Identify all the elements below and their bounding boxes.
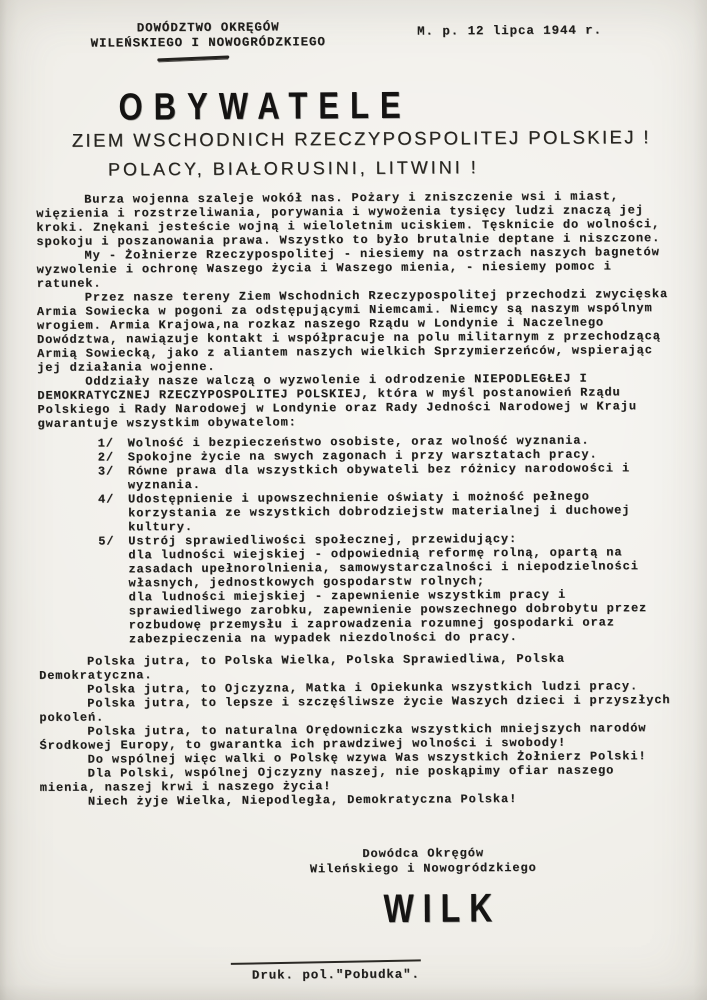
letterhead-org — [63, 20, 353, 52]
signature-title-line-2: Wileńskiego i Nowogródzkiego — [309, 860, 537, 876]
guarantee-item — [98, 489, 673, 535]
guarantee-text-lead: Ustrój sprawiedliwości społecznej, przewidujący: — [128, 532, 518, 549]
body-paragraph: Oddziały nasze walczą o wyzwolenie i odrodzenie NIEPODLEGŁEJ I DEMOKRATYCZNEJ RZECZYPOSPOLITEJ POLSKIEJ, która w myśl postanowień Rządu Polskiego i Rady Narodowej w Londynie oraz Rady Jedności Narodowej w Kraju gwarantuje wszystkim obywatelom: — [37, 371, 637, 431]
guarantee-item — [98, 461, 673, 493]
guarantee-text — [128, 531, 674, 646]
guarantee-number: 5/ — [98, 534, 115, 549]
guarantee-number: 4/ — [97, 492, 115, 507]
guarantee-number: 1/ — [97, 436, 114, 451]
org-underline-rule — [157, 55, 229, 61]
org-name-line-2: WILEŃSKIEGO I NOWOGRÓDZKIEGO — [90, 35, 326, 51]
headline-title: OBYWATELE — [118, 83, 412, 129]
body-column — [36, 189, 675, 809]
closing-paragraph: Do wspólnej więc walki o Polskę wzywa Was wszystkich Żołnierz Polski! — [87, 749, 647, 767]
closing-paragraph: Polska jutra, to Ojczyzna, Matka i Opiekunka wszystkich ludzi pracy. — [87, 679, 639, 697]
guarantee-number: 3/ — [97, 464, 115, 479]
guarantee-text: Wolność i bezpieczeństwo osobiste, oraz wolność wyznania. — [127, 433, 590, 451]
body-paragraph: Burza wojenna szaleje wokół nas. Pożary i zniszczenie wsi i miast, więzienia i rozstrzeliwania, porywania i wywożenia tysięcy ludzi znaczą jej kroki. Znękani jesteście wojną i wieloletnim uciskiem. Tęsknicie do wolności, spokoju i poszanowania prawa. Wszystko to było brutalnie deptane i niszczone. — [36, 189, 661, 249]
imprint-text: Druk. pol."Pobudka". — [251, 967, 420, 983]
closing-paragraph: Niech żyje Wielka, Niepodległa, Demokratyczna Polska! — [87, 792, 518, 809]
closing-paragraph: Polska jutra, to lepsze i szczęśliwsze życie Waszych dzieci i przyszłych pokoleń. — [39, 693, 671, 725]
guarantee-text: Udostępnienie i upowszechnienie oświaty i możność pełnego korzystania ze wszystkich dobrodziejstw materialnej i duchowej kultury. — [127, 489, 631, 535]
org-name-line-1: DOWÓDZTWO OKRĘGÓW — [136, 20, 280, 36]
guarantee-number: 2/ — [97, 450, 114, 465]
signature-name: WILK — [383, 885, 502, 931]
subtitle-line-1: ZIEM WSCHODNICH RZECZYPOSPOLITEJ POLSKIEJ ! — [71, 126, 651, 151]
guarantee-item — [98, 531, 674, 647]
body-paragraph: Przez nasze tereny Ziem Wschodnich Rzeczypospolitej przechodzi zwycięska Armia Sowiecka w pogoni za odstępującymi Niemcami. Niemcy są naszym wspólnym wrogiem. Armia Krajowa,na rozkaz naszego Rządu w Londynie i Naczelnego Dowództwa, nawiązuje kontakt i współpracuje na polu militarnym z przechodzącą Armią Sowiecką, jako z aliantem naszych wielkich Sprzymierzeńców, wspierając jej działania wojenne. — [36, 287, 669, 375]
guarantees-list — [98, 433, 674, 647]
imprint-rule — [231, 959, 421, 964]
dateline: M. p. 12 lipca 1944 r. — [417, 23, 603, 39]
guarantee-subitem: dla ludności miejskiej - zapewnienie wszystkim pracy i sprawiedliwego zarobku, zapewnienie powszechnego dobrobytu przez rozbudowę przemysłu i zaprowadzenia rozumnej gospodarki oraz zabezpieczenia na wypadek niezdolności do pracy. — [128, 587, 648, 647]
guarantee-text: Równe prawa dla wszystkich obywateli bez różnicy narodowości i wyznania. — [127, 461, 631, 493]
closing-paragraph: Polska jutra, to Polska Wielka, Polska Sprawiedliwa, Polska Demokratyczna. — [39, 651, 566, 683]
subtitle-line-2: POLACY, BIAŁORUSINI, LITWINI ! — [107, 157, 479, 180]
closing-paragraphs — [39, 651, 675, 809]
body-paragraph: My - Żołnierze Rzeczypospolitej - niesiemy na ostrzach naszych bagnetów wyzwolenie i ochronę Waszego życia i Waszego mienia, - niesiemy pomoc i ratunek. — [36, 245, 660, 291]
guarantee-text: Spokojne życie na swych zagonach i przy warsztatach pracy. — [127, 447, 598, 465]
signature-title-line-1: Dowódca Okręgów — [362, 846, 484, 861]
guarantee-subitem: dla ludności wiejskiej - odpowiednią reformę rolną, opartą na zasadach upełnorolnienia, samowystarczalności i niepodzielności własnych, jednostkowych gospodarstw rolnych; — [128, 545, 639, 591]
closing-paragraph: Dla Polski, wspólnej Ojczyzny naszej, nie poskąpimy ofiar naszego mienia, naszej krwi i naszego życia! — [39, 763, 615, 795]
closing-paragraph: Polska jutra, to naturalna Orędowniczka wszystkich mniejszych narodów Środkowej Europy, to gwarantka ich prawdziwej wolności i swobody! — [39, 721, 647, 753]
signature-block — [307, 846, 539, 876]
